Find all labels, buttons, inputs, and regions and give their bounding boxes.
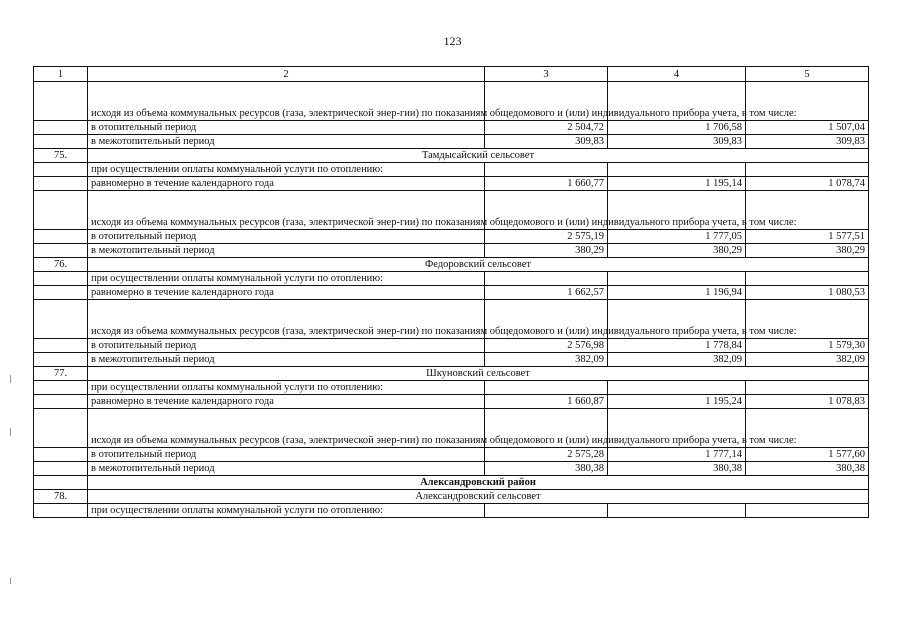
value-col-3: 309,83 <box>485 135 608 149</box>
table-row <box>34 339 869 353</box>
row-label: равномерно в течение календарного года <box>88 395 485 409</box>
table-row <box>34 244 869 258</box>
row-number <box>34 339 88 353</box>
value-col-5: 382,09 <box>746 353 869 367</box>
row-label: в межотопительный период <box>88 135 485 149</box>
row-number <box>34 135 88 149</box>
table-row <box>34 121 869 135</box>
row-number <box>34 409 88 448</box>
district-title: Александровский район <box>88 476 869 490</box>
row-label: в отопительный период <box>88 339 485 353</box>
value-col-5 <box>746 272 869 286</box>
table-row <box>34 191 869 230</box>
table-row <box>34 177 869 191</box>
value-col-4: 380,29 <box>608 244 746 258</box>
row-number <box>34 272 88 286</box>
value-col-5: 1 078,83 <box>746 395 869 409</box>
section-row <box>34 367 869 381</box>
row-number: 76. <box>34 258 88 272</box>
row-label: при осуществлении оплаты коммунальной услуги по отоплению: <box>88 504 485 518</box>
row-label: в межотопительный период <box>88 244 485 258</box>
value-col-5: 380,38 <box>746 462 869 476</box>
district-row <box>34 476 869 490</box>
table-row <box>34 381 869 395</box>
value-col-5: 309,83 <box>746 135 869 149</box>
row-number <box>34 177 88 191</box>
table-row <box>34 504 869 518</box>
table-row <box>34 300 869 339</box>
value-col-5 <box>746 504 869 518</box>
value-col-3: 2 504,72 <box>485 121 608 135</box>
value-col-4: 1 706,58 <box>608 121 746 135</box>
value-col-3: 1 662,57 <box>485 286 608 300</box>
table-row <box>34 409 869 448</box>
column-header-2: 2 <box>88 67 485 82</box>
row-number <box>34 462 88 476</box>
row-label: при осуществлении оплаты коммунальной услуги по отоплению: <box>88 163 485 177</box>
table-row <box>34 353 869 367</box>
table-row <box>34 230 869 244</box>
value-col-5: 1 078,74 <box>746 177 869 191</box>
row-number <box>34 163 88 177</box>
table-row <box>34 286 869 300</box>
tariff-table <box>33 66 869 518</box>
value-col-5: 1 507,04 <box>746 121 869 135</box>
row-label: в отопительный период <box>88 121 485 135</box>
row-label: при осуществлении оплаты коммунальной услуги по отоплению: <box>88 381 485 395</box>
table-row <box>34 462 869 476</box>
value-col-4 <box>608 381 746 395</box>
column-header-3: 3 <box>485 67 608 82</box>
section-row <box>34 149 869 163</box>
section-title: Федоровский сельсовет <box>88 258 869 272</box>
value-col-3: 380,38 <box>485 462 608 476</box>
value-col-4 <box>608 163 746 177</box>
row-label: в отопительный период <box>88 230 485 244</box>
value-col-4: 309,83 <box>608 135 746 149</box>
value-col-4: 382,09 <box>608 353 746 367</box>
value-col-5: 1 579,30 <box>746 339 869 353</box>
value-col-3: 2 576,98 <box>485 339 608 353</box>
value-col-4: 1 195,14 <box>608 177 746 191</box>
row-number <box>34 476 88 490</box>
table-row <box>34 135 869 149</box>
value-col-4 <box>608 504 746 518</box>
row-label: исходя из объема коммунальных ресурсов (газа, электрической энер-гии) по показаниям общедомового и (или) индивидуального прибора учета, в том числе: <box>88 300 485 339</box>
row-number: 78. <box>34 490 88 504</box>
value-col-4: 1 195,24 <box>608 395 746 409</box>
row-number <box>34 82 88 121</box>
value-col-3: 380,29 <box>485 244 608 258</box>
value-col-4: 1 777,05 <box>608 230 746 244</box>
table-row <box>34 82 869 121</box>
value-col-4: 1 777,14 <box>608 448 746 462</box>
row-number: 77. <box>34 367 88 381</box>
page-number: 123 <box>443 34 462 48</box>
section-row <box>34 258 869 272</box>
row-number <box>34 448 88 462</box>
section-title: Шкуновский сельсовет <box>88 367 869 381</box>
value-col-3: 2 575,28 <box>485 448 608 462</box>
column-header-1: 1 <box>34 67 88 82</box>
value-col-3: 2 575,19 <box>485 230 608 244</box>
row-label: в межотопительный период <box>88 353 485 367</box>
header-row <box>34 67 869 82</box>
value-col-3: 382,09 <box>485 353 608 367</box>
row-number <box>34 230 88 244</box>
value-col-3: 1 660,77 <box>485 177 608 191</box>
section-title: Тамдысайский сельсовет <box>88 149 869 163</box>
section-title: Александровский сельсовет <box>88 490 869 504</box>
row-number <box>34 300 88 339</box>
row-label: равномерно в течение календарного года <box>88 286 485 300</box>
table-row <box>34 395 869 409</box>
table-body <box>34 82 869 518</box>
row-number: 75. <box>34 149 88 163</box>
value-col-5 <box>746 381 869 395</box>
section-row <box>34 490 869 504</box>
value-col-3 <box>485 272 608 286</box>
row-label: исходя из объема коммунальных ресурсов (газа, электрической энер-гии) по показаниям общедомового и (или) индивидуального прибора учета, в том числе: <box>88 409 485 448</box>
value-col-5: 380,29 <box>746 244 869 258</box>
value-col-5: 1 577,60 <box>746 448 869 462</box>
row-number <box>34 121 88 135</box>
row-number <box>34 286 88 300</box>
value-col-5: 1 577,51 <box>746 230 869 244</box>
value-col-3: 1 660,87 <box>485 395 608 409</box>
scan-edge-mark <box>10 578 11 584</box>
scan-edge-mark <box>10 375 11 383</box>
table-row <box>34 448 869 462</box>
row-label: при осуществлении оплаты коммунальной услуги по отоплению: <box>88 272 485 286</box>
row-number <box>34 191 88 230</box>
row-label: исходя из объема коммунальных ресурсов (газа, электрической энер-гии) по показаниям общедомового и (или) индивидуального прибора учета, в том числе: <box>88 191 485 230</box>
column-header-4: 4 <box>608 67 746 82</box>
row-label: в отопительный период <box>88 448 485 462</box>
value-col-4: 380,38 <box>608 462 746 476</box>
row-label: исходя из объема коммунальных ресурсов (газа, электрической энер-гии) по показаниям общедомового и (или) индивидуального прибора учета, в том числе: <box>88 82 485 121</box>
row-number <box>34 353 88 367</box>
table-row <box>34 163 869 177</box>
value-col-3 <box>485 504 608 518</box>
value-col-3 <box>485 163 608 177</box>
row-number <box>34 381 88 395</box>
table-row <box>34 272 869 286</box>
row-number <box>34 244 88 258</box>
column-header-5: 5 <box>746 67 869 82</box>
value-col-4: 1 196,94 <box>608 286 746 300</box>
row-label: в межотопительный период <box>88 462 485 476</box>
value-col-4 <box>608 272 746 286</box>
scan-edge-mark <box>10 428 11 436</box>
row-number <box>34 395 88 409</box>
row-number <box>34 504 88 518</box>
value-col-5 <box>746 163 869 177</box>
value-col-4: 1 778,84 <box>608 339 746 353</box>
value-col-3 <box>485 381 608 395</box>
value-col-5: 1 080,53 <box>746 286 869 300</box>
row-label: равномерно в течение календарного года <box>88 177 485 191</box>
